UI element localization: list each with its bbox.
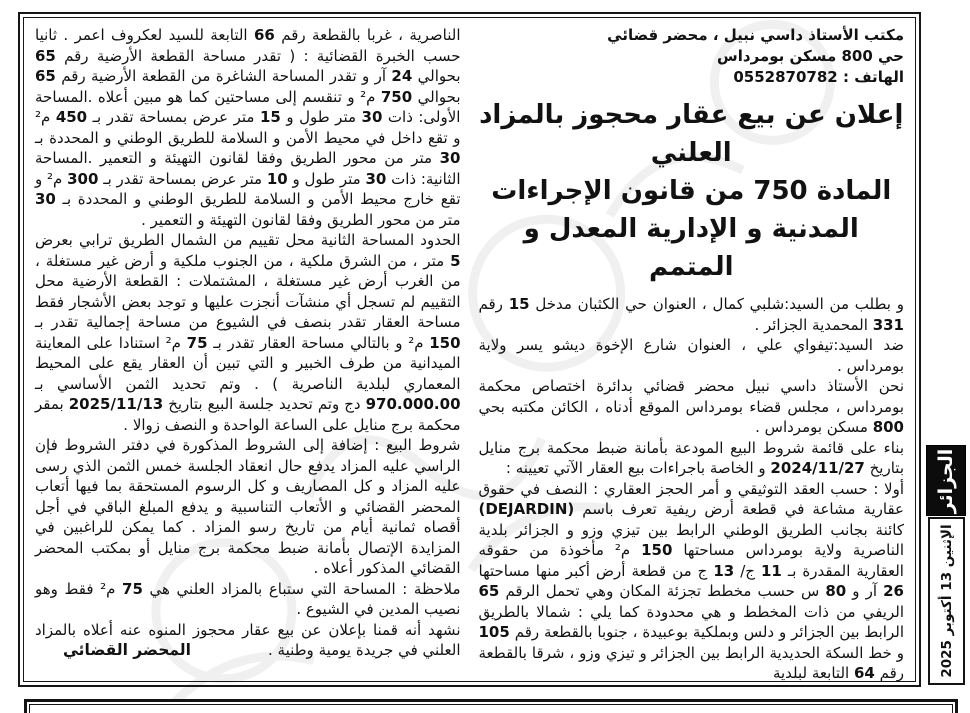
paragraph: الحدود المساحة الثانية محل تقييم من الشمال الطريق ترابي بعرض 5 متر ، من الشرق ملكية ، من الجنوب ملكية و أرض غير مستغلة ، من الغرب أرض غير مستغلة ، المشتملات : القطعة الأرضية محل التقييم لم تسجل أي منشآت أنجزت عليها و توجد بعض الأشجار فقط مساحة العقار تقدر بنصف في الشيوع من مساحة إجمالية تقدر بـ 150 م² و بالتالي مساحة العقار تقدر بـ 75 م² استنادا على المعاينة الميدانية من طرف الخبير و التي تبين أن العقار يقع على المحيط المعماري لبلدية الناصرية ) . وتم تحديد الثمن الأساسي بـ 970.000.00 دج وتم تحديد جلسة البيع بتاريخ 2025/11/13 بمقر محكمة برج منايل على الساعة الواحدة و النصف زوالا . <box>35 231 461 434</box>
paragraph: نحن الأستاذ داسي نبيل محضر قضائي بدائرة اختصاص محكمة بومرداس ، مجلس قضاء بومرداس الموقع أدناه ، الكائن مكتبه بحي 800 مسكن بومرداس . <box>478 377 904 436</box>
paragraph: أولا : حسب العقد التوثيقي و أمر الحجز العقاري : النصف في حقوق عقارية مشاعة في قطعة أرض ريفية تعرف باسم (DEJARDIN) كائنة بجانب الطريق الوطني الرابط بين تيزي وزو و الجزائر بلدية الناصرية ولاية بومرداس مساحتها 150 م² مأخوذة من حقوقه العقارية المقدرة بـ 11 ج/ 13 ج من قطعة أرض أكبر منها مساحتها 26 آر و 80 س حسب مخطط تجزئة المكان وهي تحمل الرقم 65 الريفي من ذات المخطط و هي محدودة كما يلي : شمالا بالطريق الرابط بين الجزائر و دلس وبملكية بوعبيدة ، جنوبا بالقطعة رقم 105 و خط السكة الحديدية الرابط بين الجزائر و تيزي وزو ، شرقا بالقطعة رقم 64 التابعة لبلدية <box>478 479 904 682</box>
paragraph: شروط البيع : إضافة إلى الشروط المذكورة في دفتر الشروط فإن الراسي عليه المزاد يدفع حال انعقاد الجلسة خمس الثمن الذي رسى عليه المزاد و كل المصاريف و كل الرسوم المستحقة بما فيها أتعاب المحضر القضائي و الأتعاب التناسبية و يدفع المبلغ الباقي في أجل أقصاه ثمانية أيام من تاريخ رسو المزاد . كما يمكن للراغبين في المزايدة الإتصال بأمانة ضبط محكمة برج منايل أو بمكتب المحضر القضائي المذكور أعلاه . <box>35 436 461 577</box>
bailiff-signature: المحضر القضائي <box>63 641 191 659</box>
left-column-text <box>35 25 461 620</box>
column-left <box>35 25 461 675</box>
paragraph: ملاحظة : المساحة التي ستباع بالمزاد العلني هي 75 م² فقط وهو نصيب المدين في الشيوع . <box>35 579 461 618</box>
auction-announcement-box <box>18 12 921 687</box>
two-column-layout <box>35 25 904 682</box>
newspaper-name: الجزائر <box>935 448 957 513</box>
bailiff-office-header <box>479 25 905 88</box>
office-name: مكتب الأستاذ داسي نبيل ، محضر قضائي <box>607 26 904 44</box>
paragraph: و بطلب من السيد:شلبي كمال ، العنوان حي الكثبان مدخل 15 رقم 331 المحمدية الجزائر . <box>478 295 904 334</box>
column-right <box>478 25 905 682</box>
right-column-text <box>479 294 905 684</box>
next-announcement-inner-frame <box>29 704 953 713</box>
issue-date: الإثنين 13 أكتوبر 2025 <box>938 524 955 678</box>
office-address: حي 800 مسكن بومرداس <box>717 47 904 65</box>
paragraph: بناء على قائمة شروط البيع المودعة بأمانة ضبط محكمة برج منايل بتاريخ 2024/11/27 و الخاصة باجراءات بيع العقار الآتي تعيينه : <box>478 438 904 477</box>
issue-date-strip <box>928 517 965 685</box>
paragraph: ضد السيد:تيفواي علي ، العنوان شارع الإخوة ديشو يسر ولاية بومرداس . <box>478 336 904 375</box>
office-phone: الهاتف : 0552870782 <box>733 68 904 86</box>
closing-paragraph <box>35 620 461 661</box>
paragraph: الناصرية ، غربا بالقطعة رقم 66 التابعة للسيد لعكروف اعمر . ثانيا حسب الخبرة القضائية : ( تقدر مساحة القطعة الأرضية رقم 65 بحوالي 24 آر و تقدر المساحة الشاغرة من القطعة الأرضية رقم 65 بحوالي 750 م² و تنقسم إلى مساحتين كما هو مبين أعلاه .المساحة الأولى: ذات 30 متر طول و 15 متر عرض بمساحة تقدر بـ 450 م² و تقع داخل في محيط الأمن و السلامة للطريق الوطني و المحددة بـ 30 متر من محور الطريق وفقا لقانون التهيئة و التعمير .المساحة الثانية: ذات 30 متر طول و 10 متر عرض بمساحة تقدر بـ 300 م² و تقع خارج محيط الأمن و السلامة للطريق الوطني و المحددة بـ 30 متر من محور الطريق وفقا لقانون التهيئة و التعمير . <box>35 26 461 229</box>
announcement-title: إعلان عن بيع عقار محجوز بالمزاد العلني <box>479 100 904 168</box>
newspaper-masthead-logo <box>926 445 966 516</box>
announcement-subtitle: المادة 750 من قانون الإجراءات المدنية و الإدارية المعدل و المتمم <box>491 176 892 282</box>
announcement-inner-frame <box>23 17 916 682</box>
closing-text: نشهد أنه قمنا بإعلان عن بيع عقار محجوز المنوه عنه أعلاه بالمزاد العلني في جريدة يومية وطنية . <box>35 620 461 659</box>
next-announcement-box <box>24 699 958 713</box>
